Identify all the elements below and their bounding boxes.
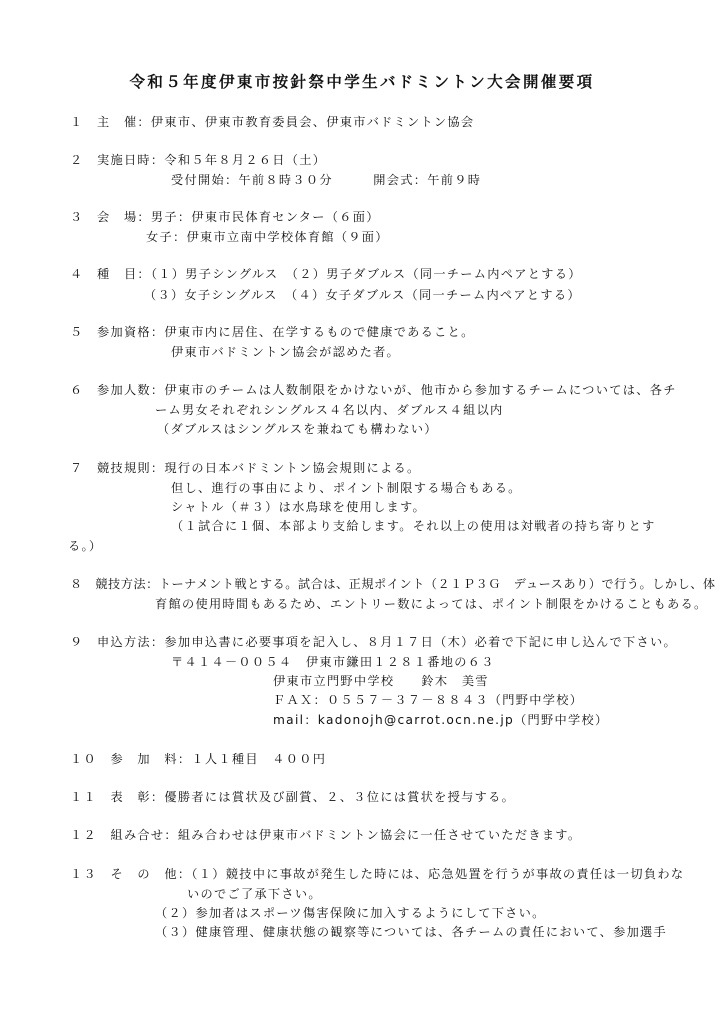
section-6-participants-note: （ダブルスはシングルスを兼ねても構わない） bbox=[157, 422, 438, 436]
section-13-other-3: （３）健康管理、健康状態の観察等については、各チームの責任において、参加選手 bbox=[155, 925, 668, 939]
section-7-shuttle-supply-cont: る。） bbox=[68, 539, 103, 553]
section-13-other-1-cont: いのでご了承下さい。 bbox=[187, 887, 322, 901]
section-4-events-boys: ４ 種 目：（１）男子シングルス （２）男子ダブルス（同一チーム内ペアとする） bbox=[70, 267, 582, 281]
section-12-draw: １２ 組み合せ：組み合わせは伊東市バドミントン協会に一任させていただきます。 bbox=[70, 828, 582, 842]
section-2-date: ２ 実施日時：令和５年８月２６日（土） bbox=[70, 153, 327, 167]
section-7-rules: ７ 競技規則：現行の日本バドミントン協会規則による。 bbox=[70, 461, 421, 475]
section-2-schedule: 受付開始：午前８時３０分 開会式：午前９時 bbox=[171, 173, 482, 187]
section-9-contact-name: 伊東市立門野中学校 鈴木 美雪 bbox=[273, 674, 489, 688]
section-8-format: ８ 競技方法：トーナメント戦とする。試合は、正規ポイント（２１Ｐ３Ｇ デュースあり）で行う。しかし、体 bbox=[70, 577, 716, 591]
section-6-participants-cont: ーム男女それぞれシングルス４名以内、ダブルス４組以内 bbox=[155, 403, 504, 417]
section-3-venue-girls: 女子：伊東市立南中学校体育館（９面） bbox=[146, 230, 389, 244]
section-11-awards: １１ 表 彰：優勝者には賞状及び副賞、２、３位には賞状を授与する。 bbox=[70, 790, 516, 804]
section-7-shuttle: シャトル（＃３）は水鳥球を使用します。 bbox=[171, 500, 427, 514]
section-8-format-cont: 育館の使用時間もあるため、エントリー数によっては、ポイント制限をかけることもある。 bbox=[155, 597, 708, 611]
section-6-participants: ６ 参加人数：伊東市のチームは人数制限をかけないが、他市から参加するチームについては、各チ bbox=[70, 383, 677, 397]
section-1-organizer: １ 主 催：伊東市、伊東市教育委員会、伊東市バドミントン協会 bbox=[70, 115, 475, 129]
section-9-email: mail：kadonojh@carrot.ocn.ne.jp（門野中学校） bbox=[273, 713, 609, 727]
section-7-rules-note: 但し、進行の事由により、ポイント制限する場合もある。 bbox=[171, 481, 522, 495]
section-9-fax: ＦＡＸ：０５５７－３７－８８４３（門野中学校） bbox=[273, 693, 584, 707]
section-5-eligibility: ５ 参加資格：伊東市内に居住、在学するもので健康であること。 bbox=[70, 325, 475, 339]
section-10-fee: １０ 参 加 料：１人１種目 ４００円 bbox=[70, 752, 327, 766]
section-5-eligibility-note: 伊東市バドミントン協会が認めた者。 bbox=[171, 345, 401, 359]
section-13-other-1: １３ そ の 他：（１）競技中に事故が発生した時には、応急処置を行うが事故の責任は一切負わな bbox=[70, 867, 685, 881]
section-13-other-2: （２）参加者はスポーツ傷害保険に加入するようにして下さい。 bbox=[155, 906, 546, 920]
section-9-address: 〒４１４－００５４ 伊東市鎌田１２８１番地の６３ bbox=[171, 655, 495, 669]
section-3-venue-boys: ３ 会 場：男子：伊東市民体育センター（６面） bbox=[70, 210, 380, 224]
document-title: 令和５年度伊東市按針祭中学生バドミントン大会開催要項 bbox=[129, 73, 595, 91]
section-7-shuttle-supply: （１試合に１個、本部より支給します。それ以上の使用は対戦者の持ち寄りとす bbox=[171, 519, 656, 533]
section-9-application: ９ 申込方法：参加申込書に必要事項を記入し、８月１７日（木）必着で下記に申し込んで下さい。 bbox=[70, 635, 677, 649]
section-4-events-girls: （３）女子シングルス （４）女子ダブルス（同一チーム内ペアとする） bbox=[144, 288, 581, 302]
